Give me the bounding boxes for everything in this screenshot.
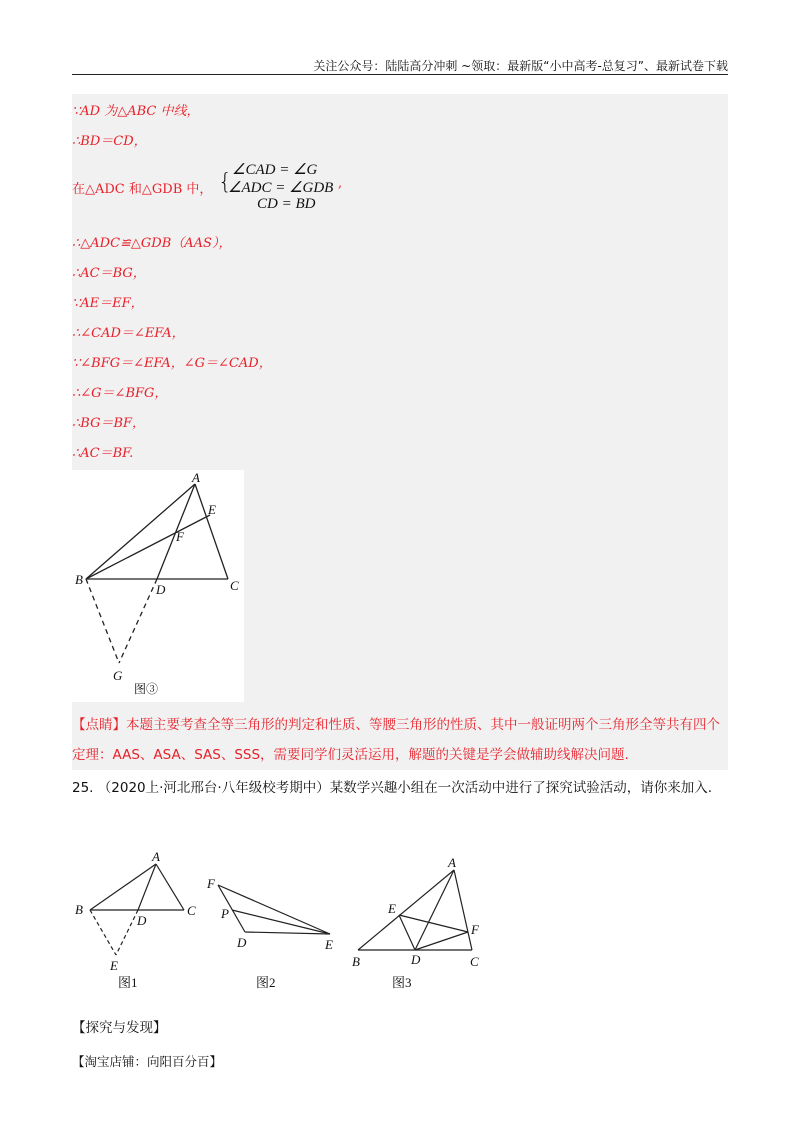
header-rule: [72, 74, 728, 75]
solution-line: ∵∠BFG＝∠EFA，∠G＝∠CAD，: [72, 356, 272, 371]
question-25: [72, 773, 732, 803]
fig1-label-b: B: [75, 902, 83, 917]
label-b: B: [75, 572, 83, 587]
solution-line: ∴AC＝BG，: [72, 266, 146, 281]
fig1-label-d: D: [137, 913, 147, 928]
label-e: E: [208, 502, 216, 517]
fig1-label-c: C: [187, 903, 196, 918]
label-a: A: [192, 470, 200, 485]
figure-2: [206, 876, 333, 990]
fig2-label-e: E: [325, 937, 333, 952]
question-number: 25.: [72, 780, 94, 796]
page-footer: 【淘宝店铺：向阳百分百】: [72, 1054, 223, 1069]
key-point-tag: 【点睛】: [72, 717, 126, 733]
solution-line: ∴∠CAD＝∠EFA，: [72, 326, 185, 341]
question-source: （2020上·河北邢台·八年级校考期中）: [97, 780, 330, 796]
figure-3-diagram: [72, 470, 244, 702]
fig2-caption: 图2: [256, 975, 276, 990]
segment-dg: [119, 579, 157, 663]
fig2-label-d: D: [237, 935, 247, 950]
label-f: F: [176, 529, 184, 544]
question-figures: [75, 848, 500, 993]
fig1-label-a: A: [152, 849, 160, 864]
fig3-label-b: B: [352, 954, 360, 969]
system-comma: ,: [338, 176, 343, 191]
label-d: D: [156, 582, 166, 597]
fig3-label-f: F: [471, 922, 479, 937]
segment-bg: [86, 579, 119, 663]
fig2-label-p: P: [221, 906, 229, 921]
equation-system: [72, 160, 472, 214]
solution-line: ∵AD 为△ABC 中线，: [72, 104, 200, 119]
system-equation: ∠ADC = ∠GDB: [228, 180, 334, 196]
solution-line: ∵AE＝EF，: [72, 296, 144, 311]
system-equation: CD = BD: [257, 196, 316, 212]
fig2-label-f: F: [207, 876, 215, 891]
left-brace-icon: {: [218, 170, 232, 195]
system-equation: ∠CAD = ∠G: [232, 162, 318, 178]
solution-line: ∴△ADC≌△GDB（AAS），: [72, 236, 232, 251]
fig3-label-c: C: [470, 954, 479, 969]
fig3-label-d: D: [411, 952, 421, 967]
fig1-caption: 图1: [118, 975, 138, 990]
solution-line: ∴AC＝BF.: [72, 446, 134, 461]
key-point-note: [72, 710, 732, 770]
segment-ac: [195, 484, 228, 579]
question-text: 某数学兴趣小组在一次活动中进行了探究试验活动，请你来加入.: [329, 780, 713, 796]
fig1-label-e: E: [110, 958, 118, 973]
figure-3-caption: 图③: [134, 682, 159, 696]
solution-line: ∴∠G＝∠BFG，: [72, 386, 168, 401]
key-point-text: 本题主要考查全等三角形的判定和性质、等腰三角形的性质、其中一般证明两个三角形全等共有四个定理：AAS、ASA、SAS、SSS，需要同学们灵活运用，解题的关键是学会做辅助线解决问题.: [72, 717, 720, 763]
solution-block: [72, 94, 728, 770]
solution-line: ∴BG＝BF，: [72, 416, 146, 431]
page-header: 关注公众号：陆陆高分冲刺 ~领取：最新版“小中高考-总复习”、最新试卷下载: [313, 59, 728, 73]
figure-1: [75, 849, 196, 990]
solution-line: ∴BD＝CD，: [72, 134, 147, 149]
label-c: C: [230, 578, 239, 593]
label-g: G: [113, 668, 123, 683]
fig3-label-e: E: [388, 901, 396, 916]
section-title: 【探究与发现】: [72, 1020, 167, 1036]
fig3-label-a: A: [448, 855, 456, 870]
figure-3: [352, 855, 480, 990]
system-intro: 在△ADC 和△GDB 中，: [72, 182, 213, 197]
fig3-caption: 图3: [392, 975, 412, 990]
